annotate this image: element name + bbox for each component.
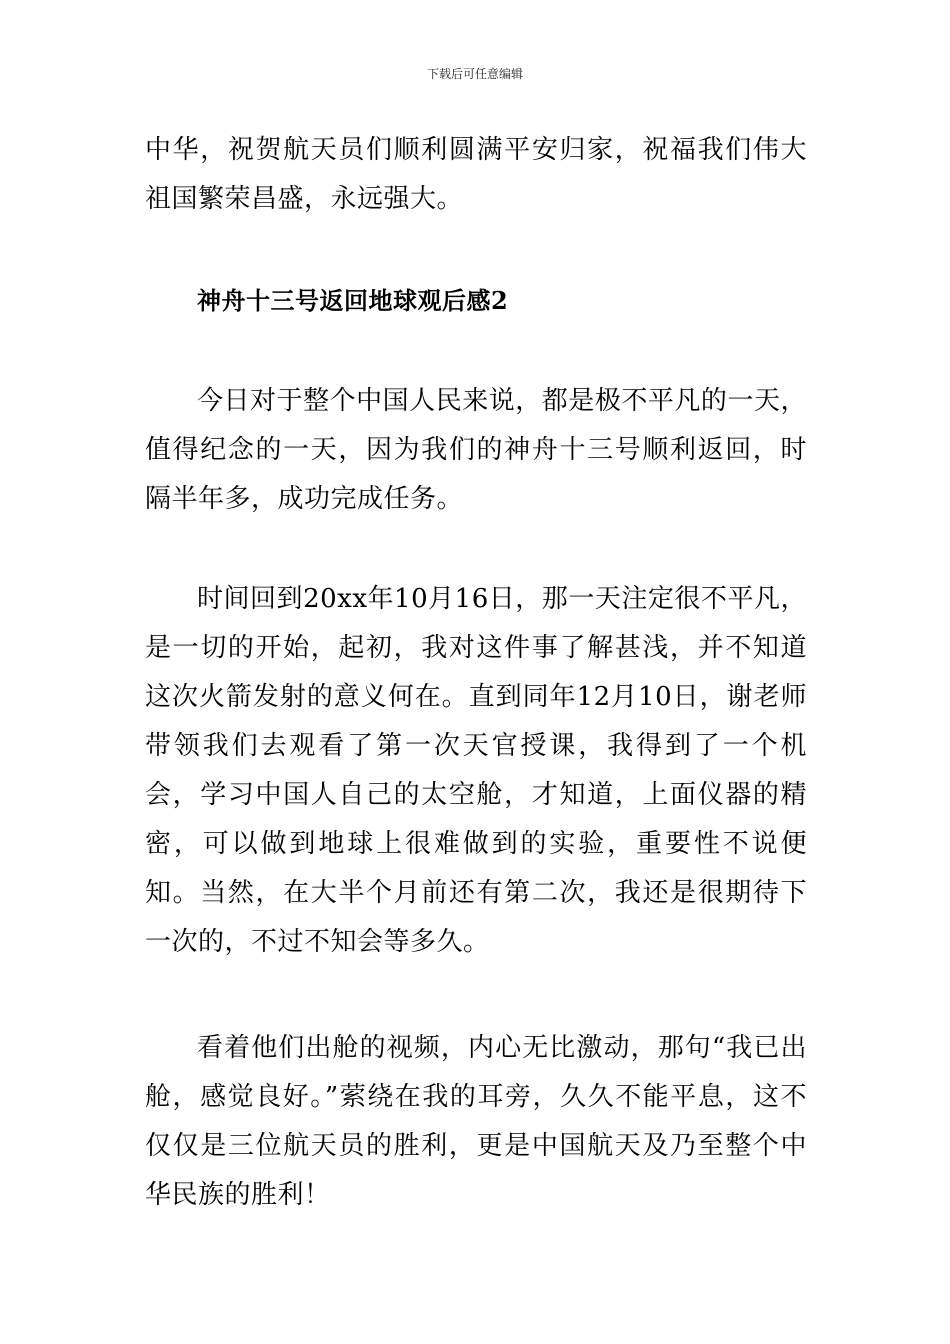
section-title: 神舟十三号返回地球观后感2 (197, 286, 509, 315)
paragraph-memory: 时间回到20xx年10月16日，那一天注定很不平凡，是一切的开始，起初，我对这件事了解甚浅，并不知道这次火箭发射的意义何在。直到同年12月10日，谢老师带领我们去观看了第一次天官授课，我得到了一个机会，学习中国人自己的太空舱，才知道，上面仪器的精密，可以做到地球上很难做到的实验，重要性不说便知。当然，在大半个月前还有第二次，我还是很期待下一次的，不过不知会等多久。 (145, 584, 807, 957)
paragraph-continuation: 中华，祝贺航天员们顺利圆满平安归家，祝福我们伟大祖国繁荣昌盛，永远强大。 (145, 135, 807, 214)
header-note: 下载后可任意编辑 (426, 67, 523, 81)
paragraph-intro: 今日对于整个中国人民来说，都是极不平凡的一天，值得纪念的一天，因为我们的神舟十三号顺利返回，时隔半年多，成功完成任务。 (145, 386, 807, 514)
paragraph-conclusion: 看着他们出舱的视频，内心无比激动，那句“我已出舱，感觉良好。”萦绕在我的耳旁，久久不能平息，这不仅仅是三位航天员的胜利，更是中国航天及乃至整个中华民族的胜利！ (145, 1033, 807, 1210)
